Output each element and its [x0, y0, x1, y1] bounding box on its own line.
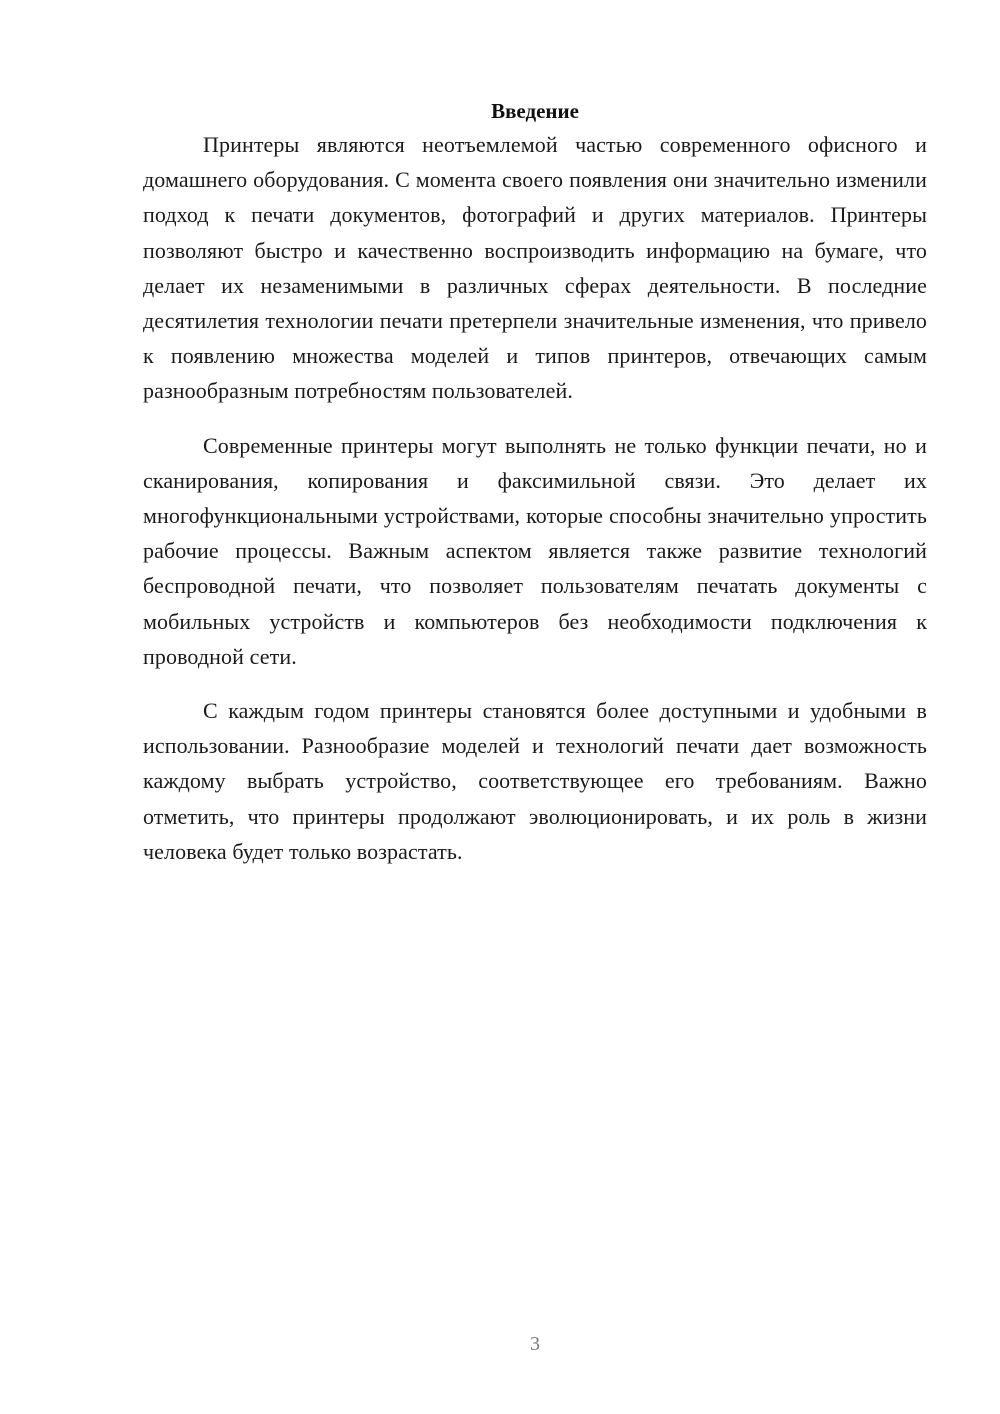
section-heading: Введение	[491, 99, 579, 123]
paragraph-features: Современные принтеры могут выполнять не только функции печати, но и сканирования, копирования и факсимильной связи. Это делает их многофункциональными устройствами, которые способны значительно упростить рабочие процессы. Важным аспектом является также развитие технологий беспроводной печати, что позволяет пользователям печатать документы с мобильных устройств и компьютеров без необходимости подключения к проводной сети.	[143, 432, 927, 669]
page-content	[143, 95, 927, 869]
paragraph-intro: Принтеры являются неотъемлемой частью современного офисного и домашнего оборудования. С момента своего появления они значительно изменили подход к печати документов, фотографий и других материалов. Принтеры позволяют быстро и качественно воспроизводить информацию на бумаге, что делает их незаменимыми в различных сферах деятельности. В последние десятилетия технологии печати претерпели значительные изменения, что привело к появлению множества моделей и типов принтеров, отвечающих самым разнообразным потребностям пользователей.	[143, 132, 927, 404]
paragraph-conclusion: С каждым годом принтеры становятся более доступными и удобными в использовании. Разнообразие моделей и технологий печати дает возможность каждому выбрать устройство, соответствующее его требованиям. Важно отметить, что принтеры продолжают эволюционировать, и их роль в жизни человека будет только возрастать.	[143, 698, 927, 864]
page-number: 3	[530, 1333, 540, 1355]
